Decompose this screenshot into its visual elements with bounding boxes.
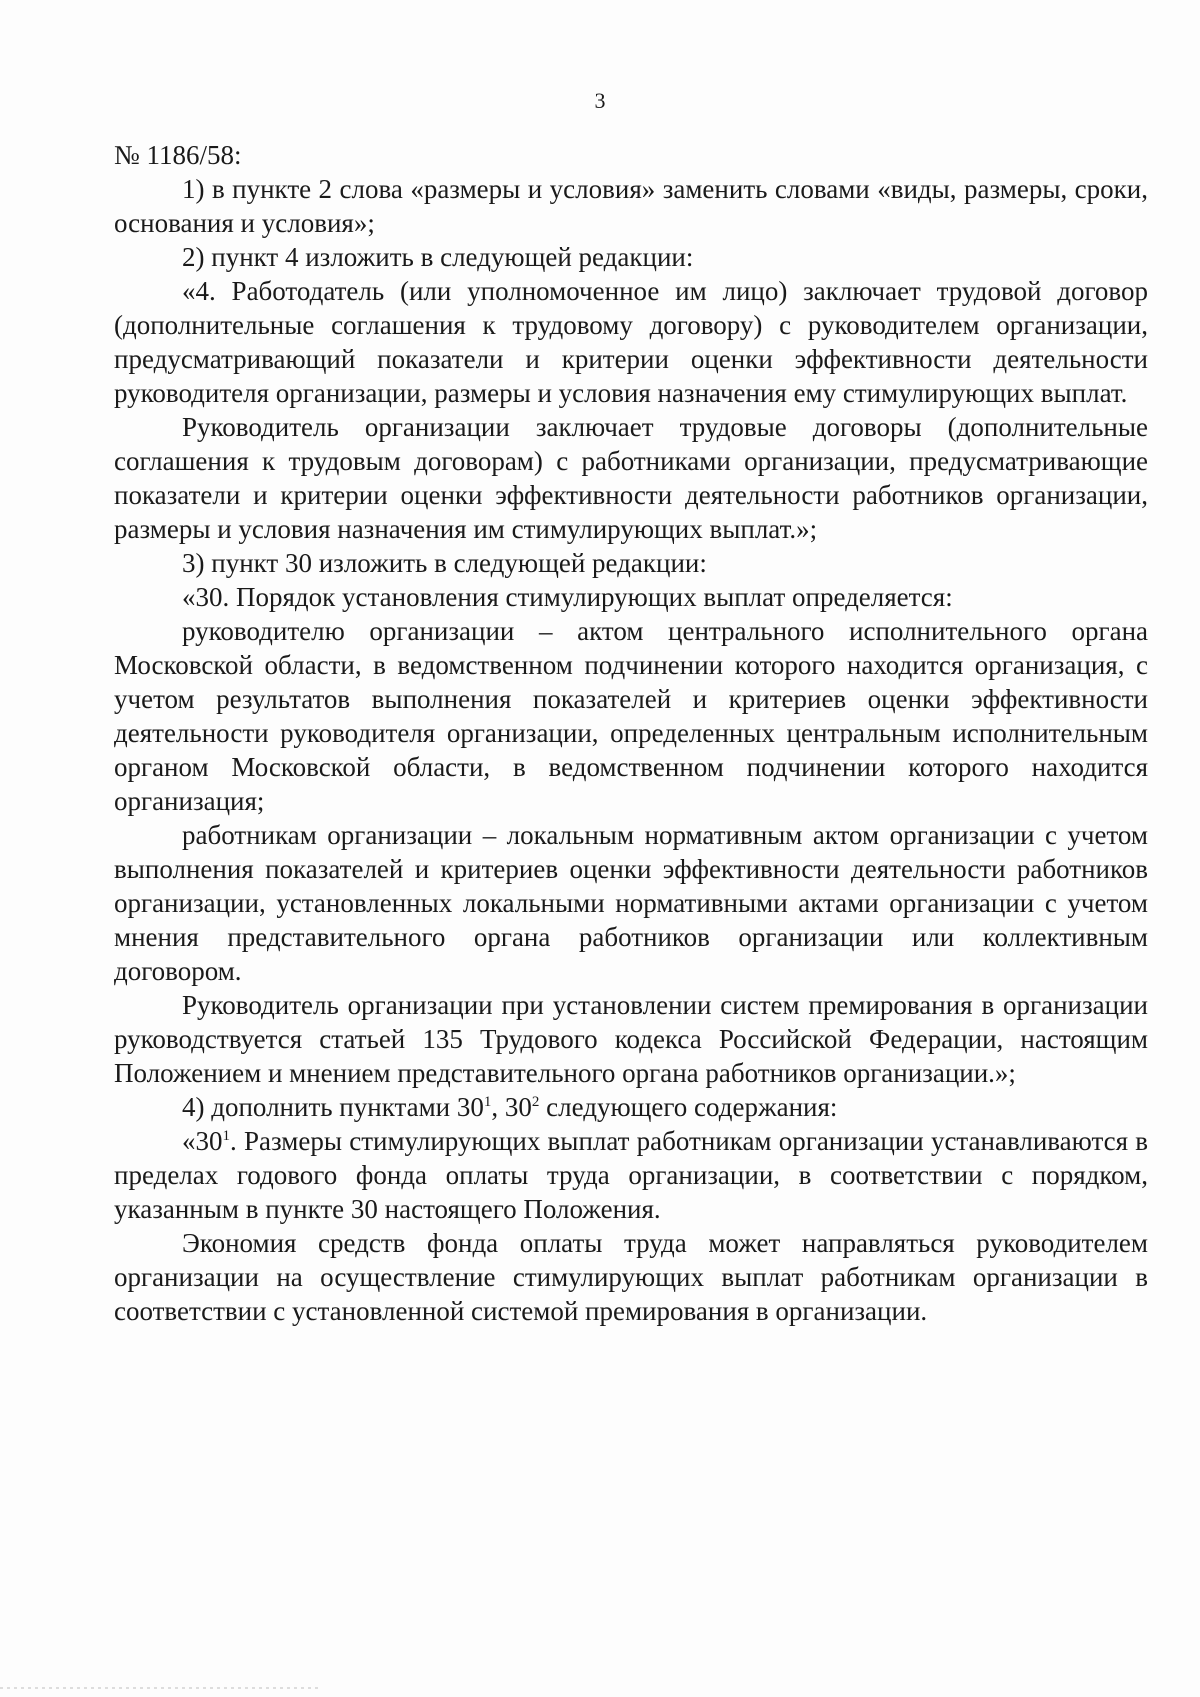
item4-sup-2: 2 bbox=[531, 1094, 540, 1110]
amendment-item-2: 2) пункт 4 изложить в следующей редакции: bbox=[182, 242, 694, 272]
amendment-item-1: 1) в пункте 2 слова «размеры и условия» заменить словами «виды, размеры, сроки, основания и условия»; bbox=[114, 174, 1148, 238]
item4-sup-1: 1 bbox=[483, 1094, 492, 1110]
clause-4-paragraph-2: Руководитель организации заключает трудовые договоры (дополнительные соглашения к трудовым договорам) с работниками организации, предусматривающие показатели и критерии оценки эффективности деятельности работников организации, размеры и условия назначения им стимулирующих выплат.»; bbox=[114, 412, 1148, 544]
clause-4-paragraph-1: «4. Работодатель (или уполномоченное им лицо) заключает трудовой договор (дополнительные соглашения к трудовому договору) с руководителем организации, предусматривающий показатели и критерии оценки эффективности деятельности руководителя организации, размеры и условия назначения ему стимулирующих выплат. bbox=[114, 276, 1148, 408]
clause-30-1-sup: 1 bbox=[222, 1128, 230, 1144]
clause-30-1 bbox=[114, 1124, 1148, 1226]
item4-separator: , 30 bbox=[491, 1092, 532, 1122]
scan-artifact-line bbox=[0, 1687, 320, 1689]
page-number: 3 bbox=[594, 88, 606, 113]
item4-tail: следующего содержания: bbox=[539, 1092, 838, 1122]
clause-30-head-of-organization: руководителю организации – актом центрального исполнительного органа Московской области, в ведомственном подчинении которого находится организация, с учетом результатов выполнения показателей и критериев оценки эффективности деятельности руководителя организации, определенных центральным исполнительным органом Московской области, в ведомственном подчинении которого находится организация; bbox=[114, 616, 1148, 816]
payroll-savings-paragraph: Экономия средств фонда оплаты труда может направляться руководителем организации на осуществление стимулирующих выплат работникам организации в соответствии с установленной системой премирования в организации. bbox=[114, 1228, 1148, 1326]
document-reference: № 1186/58: bbox=[114, 140, 242, 170]
amendment-item-3: 3) пункт 30 изложить в следующей редакции: bbox=[182, 548, 707, 578]
document-body bbox=[114, 138, 1148, 1328]
clause-30-bonus-systems: Руководитель организации при установлении систем премирования в организации руководствуется статьей 135 Трудового кодекса Российской Федерации, настоящим Положением и мнением представительного органа работников организации.»; bbox=[114, 990, 1148, 1088]
clause-30-heading: «30. Порядок установления стимулирующих выплат определяется: bbox=[182, 582, 953, 612]
clause-30-1-lead: «30 bbox=[182, 1126, 223, 1156]
clause-30-1-tail: . Размеры стимулирующих выплат работникам организации устанавливаются в пределах годового фонда оплаты труда организации, в соответствии с порядком, указанным в пункте 30 настоящего Положения. bbox=[114, 1126, 1148, 1224]
amendment-item-4 bbox=[114, 1090, 1148, 1124]
clause-30-employees: работникам организации – локальным нормативным актом организации с учетом выполнения показателей и критериев оценки эффективности деятельности работников организации, установленных локальными нормативными актами организации с учетом мнения представительного органа работников организации или коллективным договором. bbox=[114, 820, 1148, 986]
item4-lead: 4) дополнить пунктами 30 bbox=[182, 1092, 484, 1122]
